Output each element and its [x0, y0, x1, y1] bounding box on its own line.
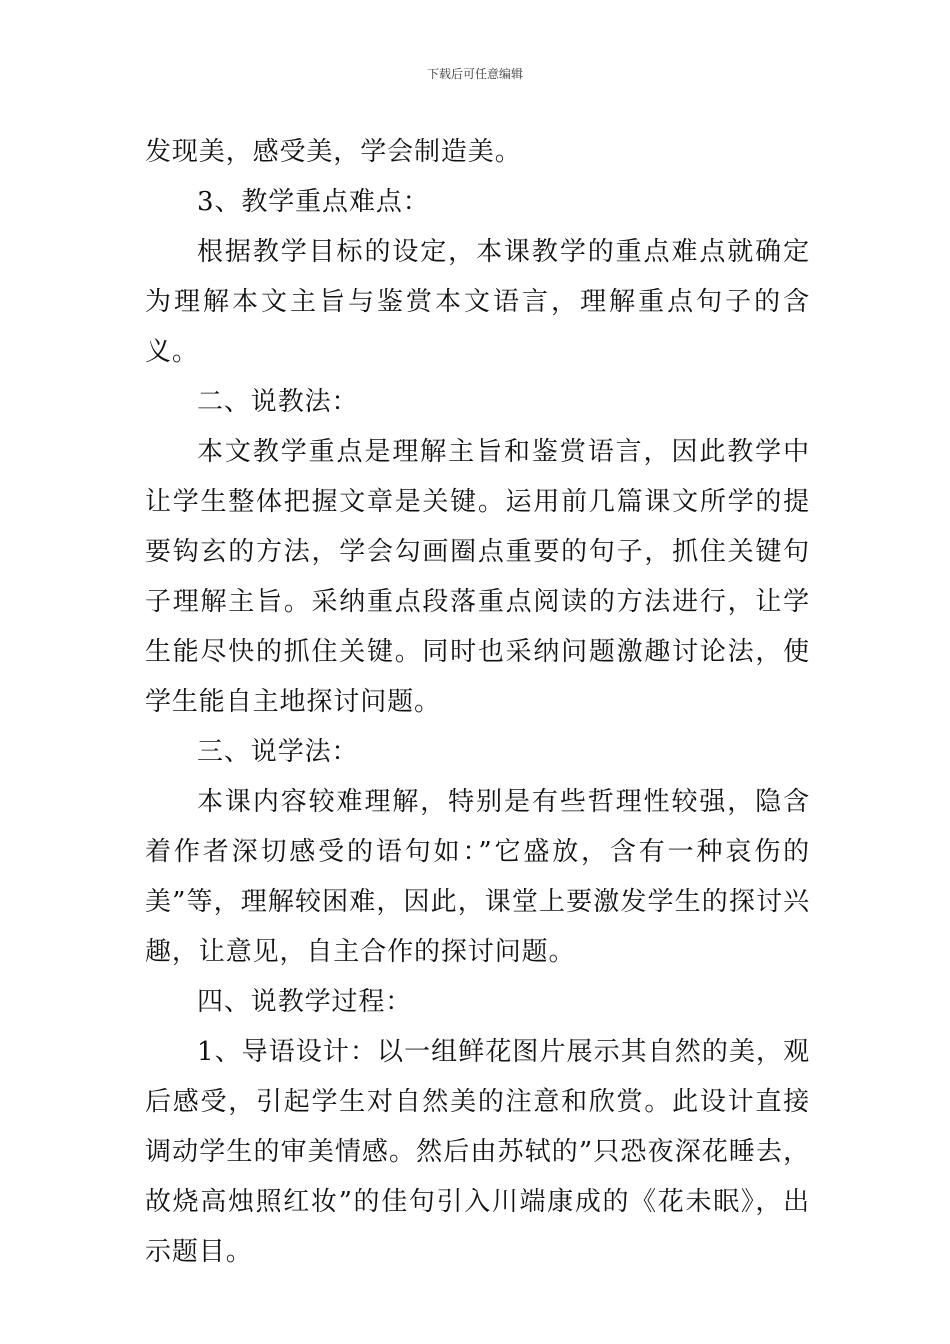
paragraph-teaching-method: 本文教学重点是理解主旨和鉴赏语言，因此教学中让学生整体把握文章是关键。运用前几篇课文所学的提要钩玄的方法，学会勾画圈点重要的句子，抓住关键句子理解主旨。采纳重点段落重点阅读的方法进行，让学生能尽快的抓住关键。同时也采纳问题激趣讨论法，使学生能自主地探讨问题。 — [145, 437, 810, 717]
heading-learning-method: 三、说学法： — [197, 737, 359, 767]
heading-teaching-method: 二、说教法： — [197, 387, 359, 417]
document-body — [145, 127, 810, 1277]
paragraph-introduction-design: 1、导语设计：以一组鲜花图片展示其自然的美，观后感受，引起学生对自然美的注意和欣赏。此设计直接调动学生的审美情感。然后由苏轼的”只恐夜深花睡去，故烧高烛照红妆”的佳句引入川端康成的《花未眠》，出示题目。 — [145, 1037, 810, 1267]
paragraph-teaching-focus: 根据教学目标的设定，本课教学的重点难点就确定为理解本文主旨与鉴赏本文语言，理解重点句子的含义。 — [145, 237, 810, 367]
heading-teaching-process: 四、说教学过程： — [197, 987, 413, 1017]
page-header: 下载后可任意编辑 — [426, 67, 523, 81]
paragraph-continuation: 发现美，感受美，学会制造美。 — [145, 137, 522, 167]
heading-teaching-focus: 3、教学重点难点： — [197, 187, 430, 217]
paragraph-learning-method: 本课内容较难理解，特别是有些哲理性较强，隐含着作者深切感受的语句如：”它盛放，含有一种哀伤的美”等，理解较困难，因此，课堂上要激发学生的探讨兴趣，让意见，自主合作的探讨问题。 — [145, 787, 810, 967]
